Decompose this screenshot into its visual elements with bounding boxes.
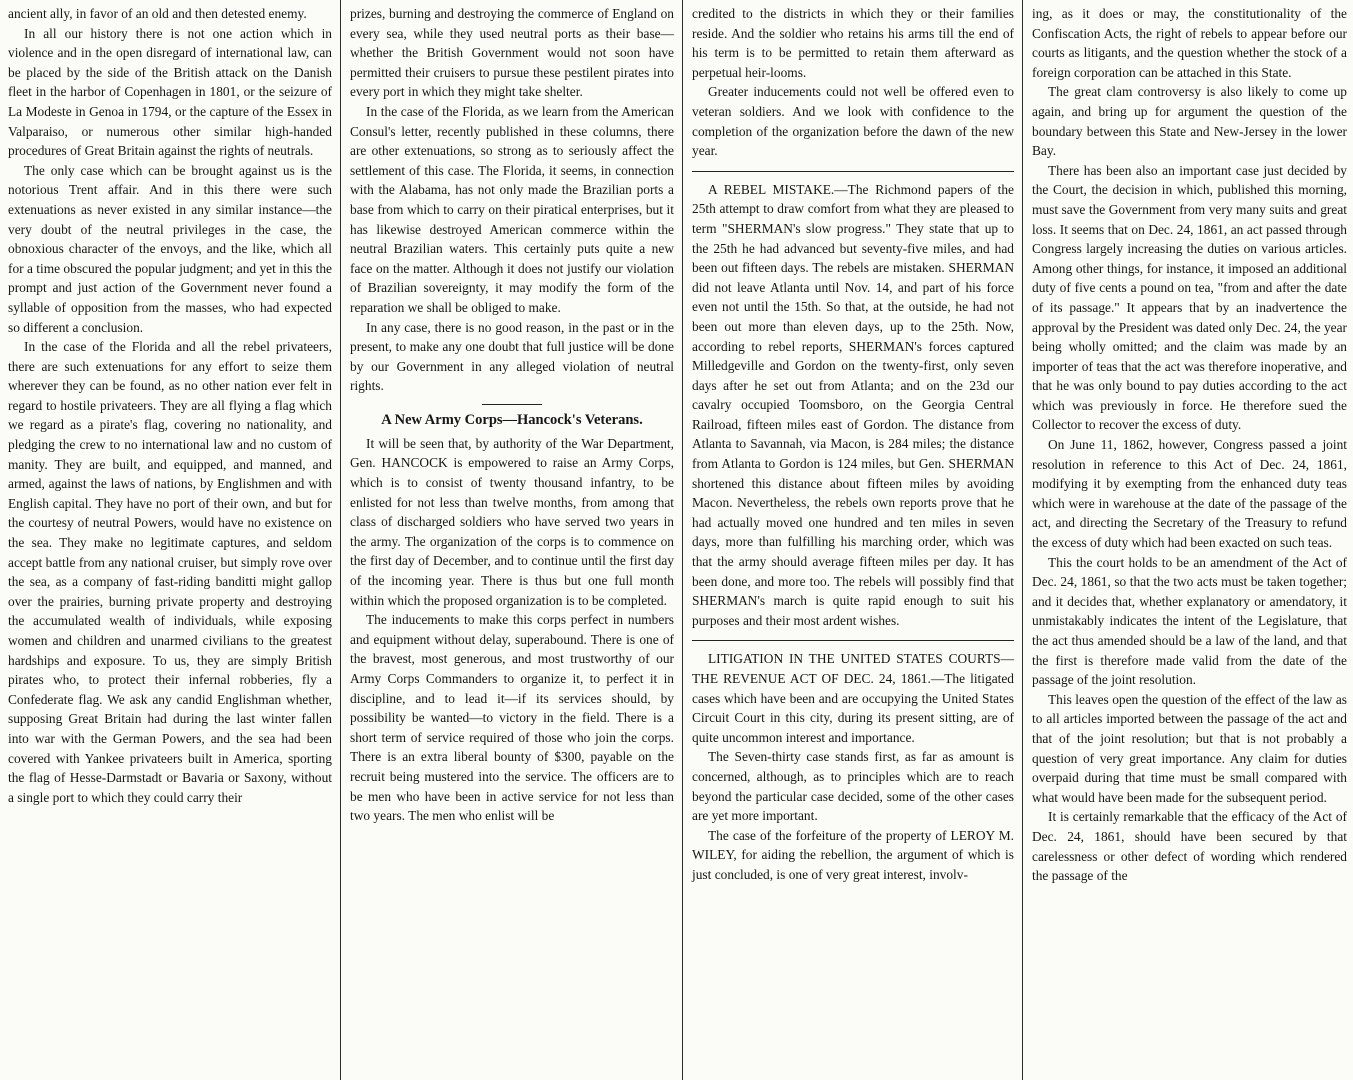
paragraph: On June 11, 1862, however, Congress passed a joint resolution in reference to this Act of Dec. 24, 1861, modifying it by exempting from the enhanced duty teas which were in warehouse at the date of the passage of the act, and directing the Secretary of the Treasury to refund the excess of duty which had been exacted on such teas. xyxy=(1032,437,1347,551)
column-4 xyxy=(1024,0,1353,1080)
paragraph: The Seven-thirty case stands first, as far as amount is concerned, although, as to principles which are to reach beyond the particular case decided, some of the other cases are yet more important. xyxy=(692,749,1014,824)
article-litigation: LITIGATION IN THE UNITED STATES COURTS—THE REVENUE ACT OF DEC. 24, 1861.—The litigated cases which have been and are occupying the United States Circuit Court in this city, during its present sitting, are of quite uncommon interest and importance. xyxy=(692,651,1014,745)
paragraph: The only case which can be brought against us is the notorious Trent affair. And in this there were such extenuations as never existed in any similar instance—the very doubt of the neutral privileges in the case, the obnoxious character of the envoys, and the like, which all for a time obscured the popular judgment; and yet in this the prompt and just action of the Government never found a syllable of opposition from the masses, who had expected so different a conclusion. xyxy=(8,162,332,335)
paragraph: This leaves open the question of the effect of the law as to all articles imported between the passage of the act and that of the joint resolution; but that is not probably a question of very great importance. Any claim for duties overpaid during that time must be small compared with what would have been made for the subsequent period. xyxy=(1032,691,1347,805)
paragraph: In any case, there is no good reason, in the past or in the present, to make any one doubt that full justice will be done by our Government in any alleged violation of neutral rights. xyxy=(350,319,674,394)
article-heading: A New Army Corps—Hancock's Veterans. xyxy=(381,411,643,428)
section-divider xyxy=(692,640,1014,641)
column-2 xyxy=(342,0,680,1080)
paragraph: ancient ally, in favor of an old and then detested enemy. xyxy=(8,6,307,21)
paragraph: The case of the forfeiture of the property of LEROY M. WILEY, for aiding the rebellion, the argument of which is just concluded, is one of very great interest, involv- xyxy=(692,827,1014,882)
paragraph: The inducements to make this corps perfect in numbers and equipment without delay, superabound. There is one of the bravest, most generous, and most trustworthy of our Army Corps Commanders to organize it, to perfect it in discipline, and to lead it—if its services should, by possibility be wanted—to victory in the field. There is a short term of service required of those who join the corps. There is an extra liberal bounty of $300, payable on the recruit being mustered into the service. The officers are to be men who have been in active service for not less than two years. The men who enlist will be xyxy=(350,612,674,824)
section-divider xyxy=(692,171,1014,172)
paragraph: In the case of the Florida, as we learn from the American Consul's letter, recently published in these columns, there are other extenuations, so strong as to seriously affect the settlement of this case. The Florida, it seems, in connection with the Alabama, has not only made the Brazilian ports a base from which to carry on their piratical enterprises, but it has likewise destroyed American commerce within the neutral Brazilian waters. This certainly puts quite a new face on the matter. Although it does not justify our violation of Brazilian sovereignty, it may modify the form of the reparation we shall be obliged to make. xyxy=(350,103,674,315)
paragraph: In all our history there is not one action which in violence and in the open disregard of international law, can be placed by the side of the British attack on the Danish fleet in the harbor of Copenhagen in 1801, or the seizure of La Modeste in Genoa in 1794, or the capture of the Essex in Valparaiso, or numerous other similar high-handed procedures of Great Britain against the rights of neutrals. xyxy=(8,25,332,159)
paragraph: credited to the districts in which they or their families reside. And the soldier who retains his arms till the end of his term is to be permitted to retain them afterward as perpetual heir-looms. xyxy=(692,6,1014,80)
paragraph: ing, as it does or may, the constitutionality of the Confiscation Acts, the right of rebels to appear before our courts as litigants, and the question whether the stock of a foreign corporation can be attached in this State. xyxy=(1032,6,1347,80)
section-divider xyxy=(482,404,542,405)
paragraph: prizes, burning and destroying the commerce of England on every sea, while they used neutral ports as their base—whether the British Government would not soon have permitted their cruisers to pursue these pestilent pirates into every port in which they might take shelter. xyxy=(350,6,674,100)
column-1 xyxy=(0,0,338,1080)
paragraph: This the court holds to be an amendment of the Act of Dec. 24, 1861, so that the two acts must be taken together; and it decides that, whether explanatory or amendatory, it unmistakably indicates the intent of the Legislature, that the act thus amended should be a law of the land, and that the first is therefore made valid from the date of the passage of the joint resolution. xyxy=(1032,554,1347,688)
paragraph: There has been also an important case just decided by the Court, the decision in which, published this morning, must save the Government from very many suits and great loss. It seems that on Dec. 24, 1861, an act passed through Congress largely increasing the duties on various articles. Among other things, for instance, it imposed an additional duty of five cents a pound on tea, "from and after the date of its passage." It appears that by an inadvertence the approval by the President was dated only Dec. 24, the year being wholly omitted; and the claim was made by an importer of teas that the act was therefore inoperative, and that he was only bound to pay duties according to the act which was previously in force. He therefore sued the Collector to recover the excess of duty. xyxy=(1032,162,1347,433)
paragraph: In the case of the Florida and all the rebel privateers, there are such extenuations for any effort to seize them wherever they can be found, as no other nation ever felt in regard to hostile privateers. They are all flying a flag which we regard as a pirate's flag, covering no nationality, and pledging the crew to no international law and no custom of manity. They are built, and equipped, and manned, and armed, against the laws of nations, by Englishmen and with English capital. They have no port of their own, and but for the courtesy of neutral Powers, would have no existence on the sea. They make no legitimate captures, and seldom accept battle from any national cruiser, but simply rove over the sea, as a company of fast-riding banditti might gallop over the prairies, burning private property and destroying the accumulated wealth of individuals, while exposing women and children and unarmed civilians to the greatest hardships and exposure. To us, they are simply British pirates who, to protect their infernal robberies, fly a Confederate flag. We ask any candid Englishman whether, supposing Great Britain had during the last winter fallen into war with the German Powers, and the sea had been covered with Yankee privateers built in America, sporting the flag of Hesse-Darmstadt or Bavaria or Saxony, without a single port to which they could carry their xyxy=(8,339,332,805)
paragraph: The great clam controversy is also likely to come up again, and bring up for argument the question of the boundary between this State and New-Jersey in the lower Bay. xyxy=(1032,84,1347,159)
paragraph: Greater inducements could not well be offered even to veteran soldiers. And we look with confidence to the completion of the organization before the dawn of the new year. xyxy=(692,84,1014,159)
column-rule xyxy=(340,0,341,1080)
article-rebel-mistake: A REBEL MISTAKE.—The Richmond papers of the 25th attempt to draw comfort from what they are pleased to term "SHERMAN's slow progress." They state that up to the 25th he had advanced but seventy-five miles, and had been out fifteen days. The rebels are mistaken. SHERMAN did not leave Atlanta until Nov. 14, and part of his force even not until the 15th. So that, at the outside, he had not been out more than eleven days, up to the 25th. Now, according to rebel reports, SHERMAN's forces captured Milledgeville and Gordon on the twenty-first, only seven days after he set out from Atlanta; and on the 23d our cavalry occupied Toomsboro, on the Georgia Central Railroad, fifteen miles east of Gordon. The distance from Atlanta to Savannah, via Macon, is 284 miles; the distance from Atlanta to Gordon is 124 miles, but Gen. SHERMAN shortened this distance about fifteen miles by avoiding Macon. Nevertheless, the rebels own reports prove that he had actually moved one hundred and ten miles in seven days, more than fulfilling his marching order, which was that the army should average fifteen miles per day. It has been done, and more too. The rebels will possibly find that SHERMAN's march is quite rapid enough to suit his purposes and their most ardent wishes. xyxy=(692,181,1014,628)
paragraph: It will be seen that, by authority of the War Department, Gen. HANCOCK is empowered to raise an Army Corps, which is to consist of twenty thousand infantry, to be enlisted for not less than twelve months, from among that class of discharged soldiers who have served two years in the army. The organization of the corps is to commence on the first day of December, and to continue until the first day of the incoming year. There is thus but one full month within which the proposed organization is to be completed. xyxy=(350,435,674,608)
column-rule xyxy=(1022,0,1023,1080)
column-rule xyxy=(682,0,683,1080)
column-3 xyxy=(684,0,1020,1080)
paragraph: It is certainly remarkable that the efficacy of the Act of Dec. 24, 1861, should have been secured by that carelessness or other defect of wording which rendered the passage of the xyxy=(1032,809,1347,884)
